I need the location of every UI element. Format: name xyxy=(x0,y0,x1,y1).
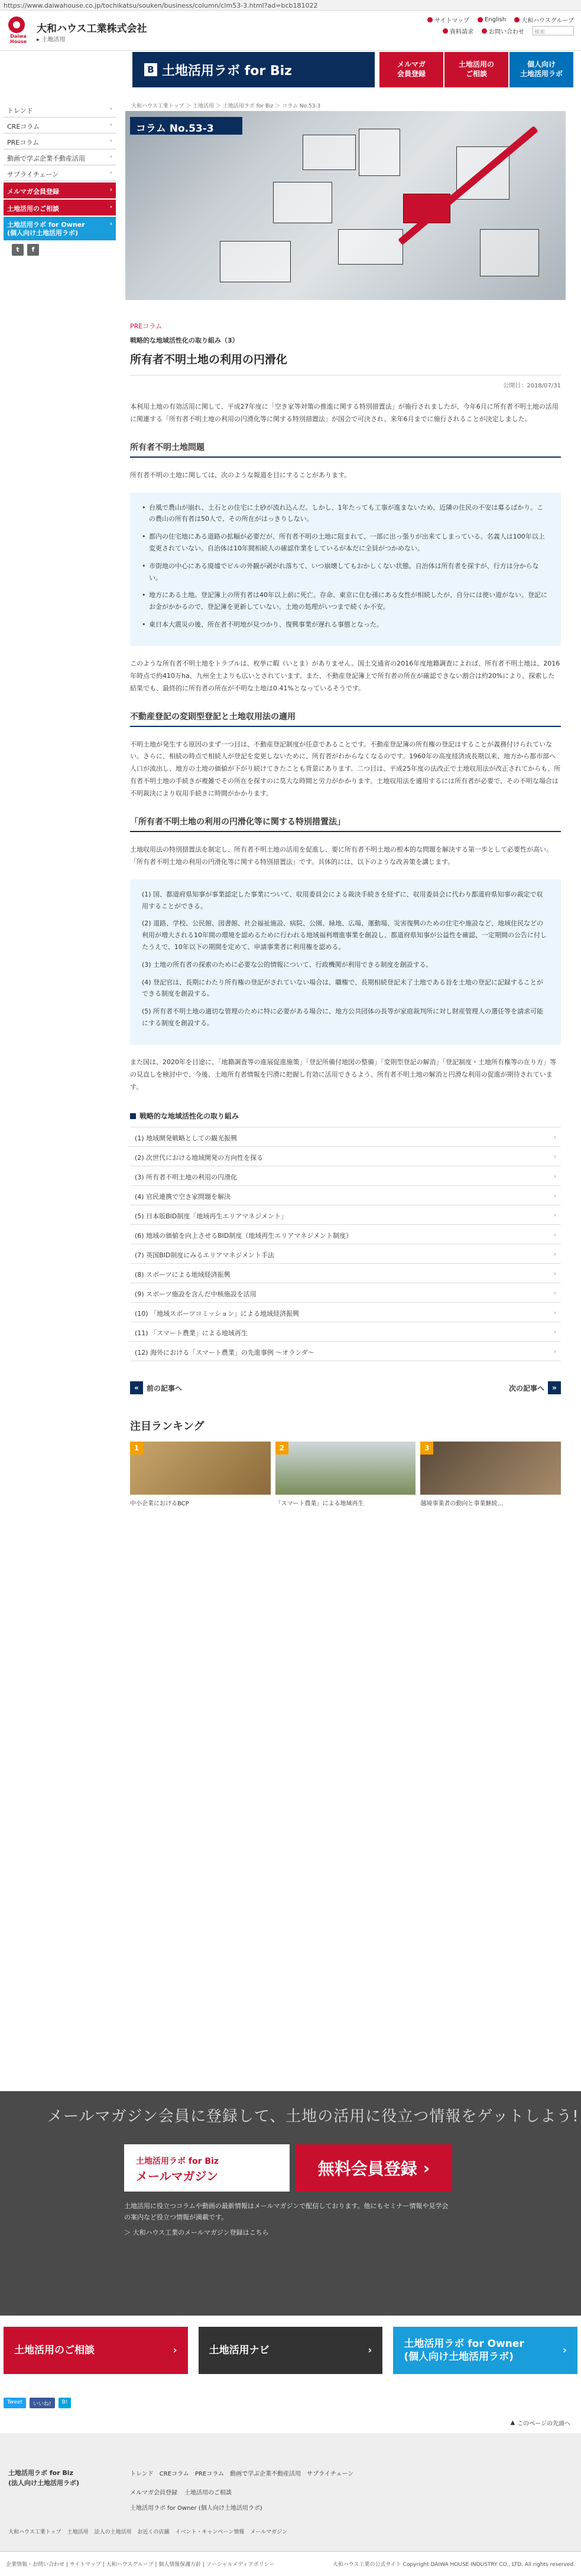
footer-nav-3 xyxy=(130,2503,262,2512)
section-paragraph: このような所有者不明土地をトラブルは、枚挙に暇（いとま）がありません。国土交通省の2016年度地籍調査によれば、所有者不明土地は、2016年時点で約410万ha、九州全土よりも広いとされています。また、不動産登記簿上で所有者の所在が確認できない割合は約20%により、探索した結果でも、最終的に所有者の所在が不明な土地は0.41%となっているそうです。 xyxy=(130,659,560,692)
footer-link[interactable]: 土地活用のご相談 xyxy=(184,2490,232,2496)
chevron-right-icon: › xyxy=(553,1231,556,1239)
mailmag-headline: メールマガジン会員に登録して、土地の活用に役立つ情報をゲットしよう! xyxy=(47,2108,579,2125)
chevron-right-icon: › xyxy=(110,138,112,144)
section-paragraph: 所有者不明の土地に関しては、次のような報道を目にすることがあります。 xyxy=(130,471,351,479)
series-item[interactable]: (7) 英国BID制度にみるエリアマネジメント手法 › xyxy=(130,1244,561,1264)
section-paragraph: また国は、2020年を目途に、「地籍調査等の進展促進施策」「登記所備付地図の整備」「変則型登記の解消」「登記制度・土地所有権等の在り方」等の見直しを検討中で、今後、土地所有者情報を円滑に把握し有効に活用できるよう、所有者不明土地の解消と円滑な利用の促進が期待されています。 xyxy=(130,1058,556,1091)
footer-link[interactable]: CREコラム xyxy=(159,2471,189,2477)
mailmag-description: 土地活用に役立つコラムや動画の最新情報はメールマガジンで配信しております。他にもセミナー情報や見学会の案内など役立つ情報が満載です。 ＞ 大和ハウス工業のメールマガジン登録はこちら xyxy=(124,2201,452,2239)
bottom-buttons xyxy=(0,2321,581,2380)
search-input[interactable]: 検索 xyxy=(533,26,574,35)
copyright-bar xyxy=(0,2551,581,2576)
footer-link[interactable]: メールマガジン xyxy=(250,2529,287,2535)
browser-url-bar[interactable] xyxy=(0,0,581,11)
list-item: • 都内の住宅地にある道路の拡幅が必要だが、所有者不明の土地に阻まれて、一部に出っ張りが出来てしまっている。名義人は100年以上変更されていない。自治体は10年間相続人の確認作業をしているが本だに全員がつかめない。 xyxy=(142,531,549,555)
top-links-secondary xyxy=(443,26,574,35)
chevron-right-icon: › xyxy=(110,154,112,160)
chevron-right-icon: › xyxy=(553,1250,556,1258)
footer-link[interactable]: 法人の土地活用 xyxy=(94,2529,132,2535)
ranking-title: 注目ランキング xyxy=(130,1420,205,1433)
page-title: 所有者不明土地の利用の円滑化 xyxy=(130,353,288,366)
ranking-card[interactable] xyxy=(420,1442,561,1507)
list-item: (4) 登記官は、長期にわたり所有権の登記がされていない場合は、職権で、長期相続登記未了土地である旨を土地の登記に記録することができる制度を創設する。 xyxy=(142,978,543,998)
share-buttons xyxy=(4,2398,71,2408)
twitter-icon[interactable]: t xyxy=(12,244,24,256)
ranking-caption: 中小企業におけるBCP xyxy=(130,1501,189,1508)
english-link[interactable]: English xyxy=(478,17,506,23)
square-icon xyxy=(130,1113,136,1119)
series-item[interactable]: (6) 地域の価値を向上させるBID制度（地域再生エリアマネジメント制度） › xyxy=(130,1225,561,1244)
measures-box xyxy=(130,879,561,1045)
facebook-icon[interactable]: f xyxy=(27,244,39,256)
footer-link[interactable]: イベント・キャンペーン情報 xyxy=(175,2529,245,2535)
chevron-right-icon: › xyxy=(423,2158,430,2178)
footer-link[interactable]: サプライチェーン xyxy=(307,2471,354,2477)
site-name[interactable]: ▸ 土地活用 xyxy=(37,37,66,43)
chevron-right-icon: › xyxy=(110,169,112,176)
chevron-right-icon: › xyxy=(553,1289,556,1297)
category-label[interactable]: PREコラム xyxy=(130,322,163,330)
free-register-button[interactable]: 無料会員登録 › xyxy=(296,2144,452,2192)
footer-legal xyxy=(8,2528,287,2535)
series-item[interactable]: (11) 「スマート農業」による地域再生 › xyxy=(130,1322,561,1342)
double-chevron-left-icon: « xyxy=(130,1381,143,1394)
sidebar xyxy=(4,102,116,256)
series-item[interactable]: (4) 官民連携で空き家問題を解決 › xyxy=(130,1186,561,1205)
footer-link[interactable]: 動画で学ぶ企業不動産活用 xyxy=(230,2471,301,2477)
list-item: • 市街地の中心にある廃墟でビルの外観が剥がれ落ちて、いつ崩壊してもおかしくない状態。自治体は所有者を探すが、行方は分からない。 xyxy=(142,560,549,584)
lab-banner xyxy=(132,52,572,99)
list-item: (5) 所有者不明土地の適切な管理のために特に必要がある場合に、地方公共団体の長等が家庭裁判所に対し財産管理人の選任等を請求可能にする制度を創設する。 xyxy=(142,1007,544,1027)
chevron-right-icon: › xyxy=(553,1211,556,1219)
chevron-right-icon: › xyxy=(110,122,112,128)
footer-link[interactable]: 大和ハウス工業トップ xyxy=(8,2529,61,2535)
social-links xyxy=(4,244,116,256)
section-heading: 「所有者不明土地の利用の円滑化等に関する特別措置法」 xyxy=(130,816,561,832)
chevron-right-icon: › xyxy=(553,1153,556,1161)
series-item[interactable]: (3) 所有者不明土地の利用の円滑化 › xyxy=(130,1166,561,1186)
brochure-link[interactable]: 資料請求 xyxy=(443,27,473,35)
chevron-right-icon: › xyxy=(109,221,112,227)
breadcrumb: 大和ハウス工業トップ ＞ 土地活用 ＞ 土地活用ラボ for Biz ＞ コラム No.53-3 xyxy=(131,103,321,109)
top-links xyxy=(427,15,574,24)
chevron-right-icon: › xyxy=(553,1270,556,1278)
footer xyxy=(0,2433,581,2576)
list-item: • 地方にある土地。登記簿上の所有者は40年以上前に死亡。存命、東京に住む孫にある女性が相続したが、自分には使い道がない。登記にお金がかかるので、登記簿を更新していない。土地の処理がいつまで続くか不安。 xyxy=(142,589,549,613)
navi-bottom-button[interactable]: 土地活用ナビ › xyxy=(199,2327,383,2374)
rank-badge: 1 xyxy=(130,1442,143,1455)
lab-b-icon: B xyxy=(144,63,157,76)
ranking-list xyxy=(130,1442,561,1507)
footer-link[interactable]: メルマガ会員登録 xyxy=(130,2490,177,2496)
publish-date: 公開日：2018/07/31 xyxy=(130,375,561,389)
list-item: • 東日本大震災の後、所在者不明地が見つかり、復興事業が遅れる事態となった。 xyxy=(142,619,549,631)
logo-text: Daiwa House xyxy=(9,34,27,44)
list-item: (2) 道路、学校、公民館、図書館、社会福祉施設、病院、公園、緑地、広場、運動場、災害復興のための住宅や施設など、地域住民などの利用が増大される10年間の環境を認めるために行われる地域福利増進事業を創設し、都道府県知事が公益性を確認、一定期間の公告に付したうえで、10年以下の期間を定めて、申請事業者に利用権を認める。 xyxy=(142,919,547,951)
series-item[interactable]: (5) 日本版BID制度「地域再生エリアマネジメント」 › xyxy=(130,1205,561,1225)
ranking-caption: 「スマート農業」による地域再生 xyxy=(275,1501,364,1508)
group-link[interactable]: 大和ハウスグループ xyxy=(514,15,574,24)
like-button[interactable]: いいね! xyxy=(30,2398,55,2408)
mailmag-button[interactable]: メルマガ 会員登録 xyxy=(379,52,443,87)
mailmag-note-link[interactable]: ＞ 大和ハウス工業のメールマガジン登録はこちら xyxy=(124,2229,269,2237)
sidebar-item-video[interactable]: 動画で学ぶ企業不動産活用 › xyxy=(4,149,116,165)
footer-link[interactable]: 土地活用 xyxy=(67,2529,89,2535)
owner-bottom-button[interactable]: 土地活用ラボ for Owner (個人向け土地活用ラボ) › xyxy=(393,2327,577,2374)
chevron-right-icon: › xyxy=(553,1309,556,1317)
chevron-right-icon: › xyxy=(553,1133,556,1142)
footer-nav-2 xyxy=(130,2487,232,2496)
site-header xyxy=(0,11,581,51)
doc-icon xyxy=(443,28,448,34)
chevron-right-icon: › xyxy=(109,187,112,193)
corporate-links[interactable]: 企業情報・お問い合わせ | サイトマップ | 大和ハウスグループ | 個人情報保護方針 | ソーシャルメディアポリシー xyxy=(6,2562,275,2568)
owner-lab-button[interactable]: 個人向け 土地活用ラボ xyxy=(509,52,573,87)
chevron-right-icon: › xyxy=(553,1348,556,1356)
mailmag-section xyxy=(0,2091,581,2316)
chevron-right-icon: › xyxy=(110,106,112,112)
sitemap-icon xyxy=(427,17,433,22)
hatena-button[interactable]: B! xyxy=(59,2398,72,2408)
group-icon xyxy=(514,17,520,22)
mailmag-logo: 土地活用ラボ for Biz メールマガジン xyxy=(124,2144,290,2192)
sidebar-item-consult[interactable]: 土地活用のご相談 › xyxy=(4,200,116,216)
footer-link[interactable]: お近くの店舗 xyxy=(137,2529,170,2535)
footer-brand[interactable]: 土地活用ラボ for Biz (法人向け土地活用ラボ) xyxy=(8,2469,80,2487)
footer-link[interactable]: トレンド xyxy=(130,2471,154,2477)
ranking-caption: 越境事業者の動向と事業継続… xyxy=(420,1501,504,1508)
footer-link[interactable]: 土地活用ラボ for Owner (個人向け土地活用ラボ) xyxy=(130,2505,262,2512)
ranking-thumbnail xyxy=(420,1442,561,1495)
series-item[interactable]: (9) スポーツ施設を含んだ中核施設を活用 › xyxy=(130,1283,561,1303)
series-heading: 戦略的な地域活性化の取り組み xyxy=(130,1111,561,1121)
footer-nav xyxy=(130,2469,496,2477)
company-name[interactable]: 大和ハウス工業株式会社 xyxy=(37,23,147,35)
globe-icon xyxy=(478,17,483,22)
intro-paragraph: 本利用土地の有効活用に関して、平成27年度に「空き家等対策の推進に関する特別措置法」が施行されましたが、今年6月に所有者不明土地の活用に関連する「所有者不明土地の利用の円滑化等に関する特別措置法」が国会で可決され、来年6月までに施行されることが決定しました。 xyxy=(130,403,559,423)
ranking-card[interactable] xyxy=(130,1442,271,1507)
rank-badge: 3 xyxy=(420,1442,433,1455)
copyright-text: 大和ハウス工業の公式サイト Copyright DAIWA HOUSE INDUSTRY CO., LTD. All rights reserved. xyxy=(332,2562,575,2568)
series-item[interactable]: (1) 地域開発戦略としての観光振興 › xyxy=(130,1127,561,1147)
list-item: (1) 国、都道府県知事が事業認定した事業について、収用委員会による裁決手続きを経ずに、収用委員会に代わり都道府県知事の裁定で収用することができる。 xyxy=(142,890,543,910)
chevron-right-icon: › xyxy=(109,204,112,210)
chevron-right-icon: › xyxy=(553,1192,556,1200)
chevron-right-icon: › xyxy=(173,2344,177,2356)
hero-image xyxy=(125,111,566,300)
tweet-button[interactable]: Tweet xyxy=(4,2398,26,2408)
consult-button[interactable]: 土地活用の ご相談 xyxy=(444,52,508,87)
chevron-up-icon: ▲ xyxy=(510,2420,515,2426)
sidebar-item-cre[interactable]: CREコラム › xyxy=(4,118,116,133)
mail-icon xyxy=(482,28,487,34)
series-item[interactable]: (2) 次世代における地域開発の方向性を探る › xyxy=(130,1147,561,1166)
lab-title[interactable]: B 土地活用ラボ for Biz xyxy=(132,52,375,87)
series-item[interactable]: (8) スポーツによる地域経済振興 › xyxy=(130,1264,561,1283)
ranking-card[interactable] xyxy=(275,1442,416,1507)
prev-article-link[interactable]: « 前の記事へ xyxy=(130,1381,182,1394)
main-content xyxy=(125,102,566,1507)
sidebar-item-owner[interactable]: 土地活用ラボ for Owner (個人向け土地活用ラボ) › xyxy=(4,217,116,240)
sitemap-link[interactable]: サイトマップ xyxy=(427,15,469,24)
daiwa-logo[interactable] xyxy=(8,17,25,33)
section-paragraph: 不明土地が発生する原因のまず一つ目は、不動産登記制度が任意であることです。不動産登記簿の所有権の登記はすることが義務付けられていない。さらに、相続の時点で相続人が登記を変更しないために、所有者がわからなくなるのです。1960年の高度経済成長期以来、地方から都市部へ人口が流出し、地方の土地の価値が下がり続けてきたことも背景にあります。二つ目は、平成25年度の法改正で土地収用法が改正されてからも、所有者不明土地の手続きが複雑でその所在を探すのに莫大な時間と労力がかかります。土地収用法を適用するには所有者が必要で、その不明な場合は不明裁決により収用手続きに時間がかかります。 xyxy=(130,740,561,798)
contact-link[interactable]: お問い合わせ xyxy=(482,27,524,35)
footer-link[interactable]: PREコラム xyxy=(194,2471,225,2477)
series-item[interactable]: (10) 「地域スポーツコミッション」による地域経済振興 › xyxy=(130,1303,561,1322)
ranking-thumbnail xyxy=(275,1442,416,1495)
section-heading: 不動産登記の変則型登記と土地収用法の適用 xyxy=(130,710,561,727)
pencil-graphic xyxy=(398,126,538,245)
sidebar-item-pre[interactable]: PREコラム › xyxy=(4,133,116,149)
double-chevron-right-icon: » xyxy=(548,1381,561,1394)
page-top-link[interactable]: ▲ このページの先頭へ xyxy=(510,2420,570,2427)
chevron-right-icon: › xyxy=(553,1172,556,1181)
rank-badge: 2 xyxy=(275,1442,288,1455)
chevron-right-icon: › xyxy=(563,2344,567,2356)
column-tag: コラム No.53-3 xyxy=(130,117,242,135)
consult-bottom-button[interactable]: 土地活用のご相談 › xyxy=(4,2327,188,2374)
chevron-right-icon: › xyxy=(368,2344,372,2356)
news-box xyxy=(130,493,561,646)
list-item: (3) 土地の所有者の探索のために必要な公的情報について、行政機関が利用できる制度を創設する。 xyxy=(142,960,433,969)
sidebar-item-mailmag[interactable]: メルマガ会員登録 › xyxy=(4,182,116,198)
ranking-thumbnail xyxy=(130,1442,271,1495)
article xyxy=(125,321,566,1507)
sidebar-item-trend[interactable]: トレンド › xyxy=(4,102,116,118)
series-label: 戦略的な地域活性化の取り組み（3） xyxy=(130,337,239,344)
section-paragraph: 土地収用法の特別措置法を制定し、所有者不明土地の活用を促進し、要に所有者不明土地の根本的な問題を解決する第一歩として必要性が高い。「所有者不明土地の利用の円滑化等に関する特別措置法」です。具体的には、以下のような改善策を講じます。 xyxy=(130,845,553,866)
chevron-right-icon: › xyxy=(553,1328,556,1336)
next-article-link[interactable]: 次の記事へ » xyxy=(509,1381,561,1394)
section-heading: 所有者不明土地問題 xyxy=(130,441,561,458)
sidebar-item-supply[interactable]: サプライチェーン › xyxy=(4,165,116,181)
series-list xyxy=(130,1127,561,1361)
prev-next-nav xyxy=(130,1381,561,1394)
series-item[interactable]: (12) 海外における「スマート農業」の先進事例 〜オランダ〜 › xyxy=(130,1342,561,1361)
list-item: • 台風で農山が崩れ、土石との住宅に土砂が流れ込んだ。しかし、1年たっても工事が進まないため、近隣の住民の不安は募るばかり。この農山の所有者は50人で、その所在がはっきりしない。 xyxy=(142,502,549,526)
url-text: https://www.daiwahouse.co.jp/tochikatsu/souken/business/column/clm53-3.html?ad=bcb181022 xyxy=(4,2,318,9)
